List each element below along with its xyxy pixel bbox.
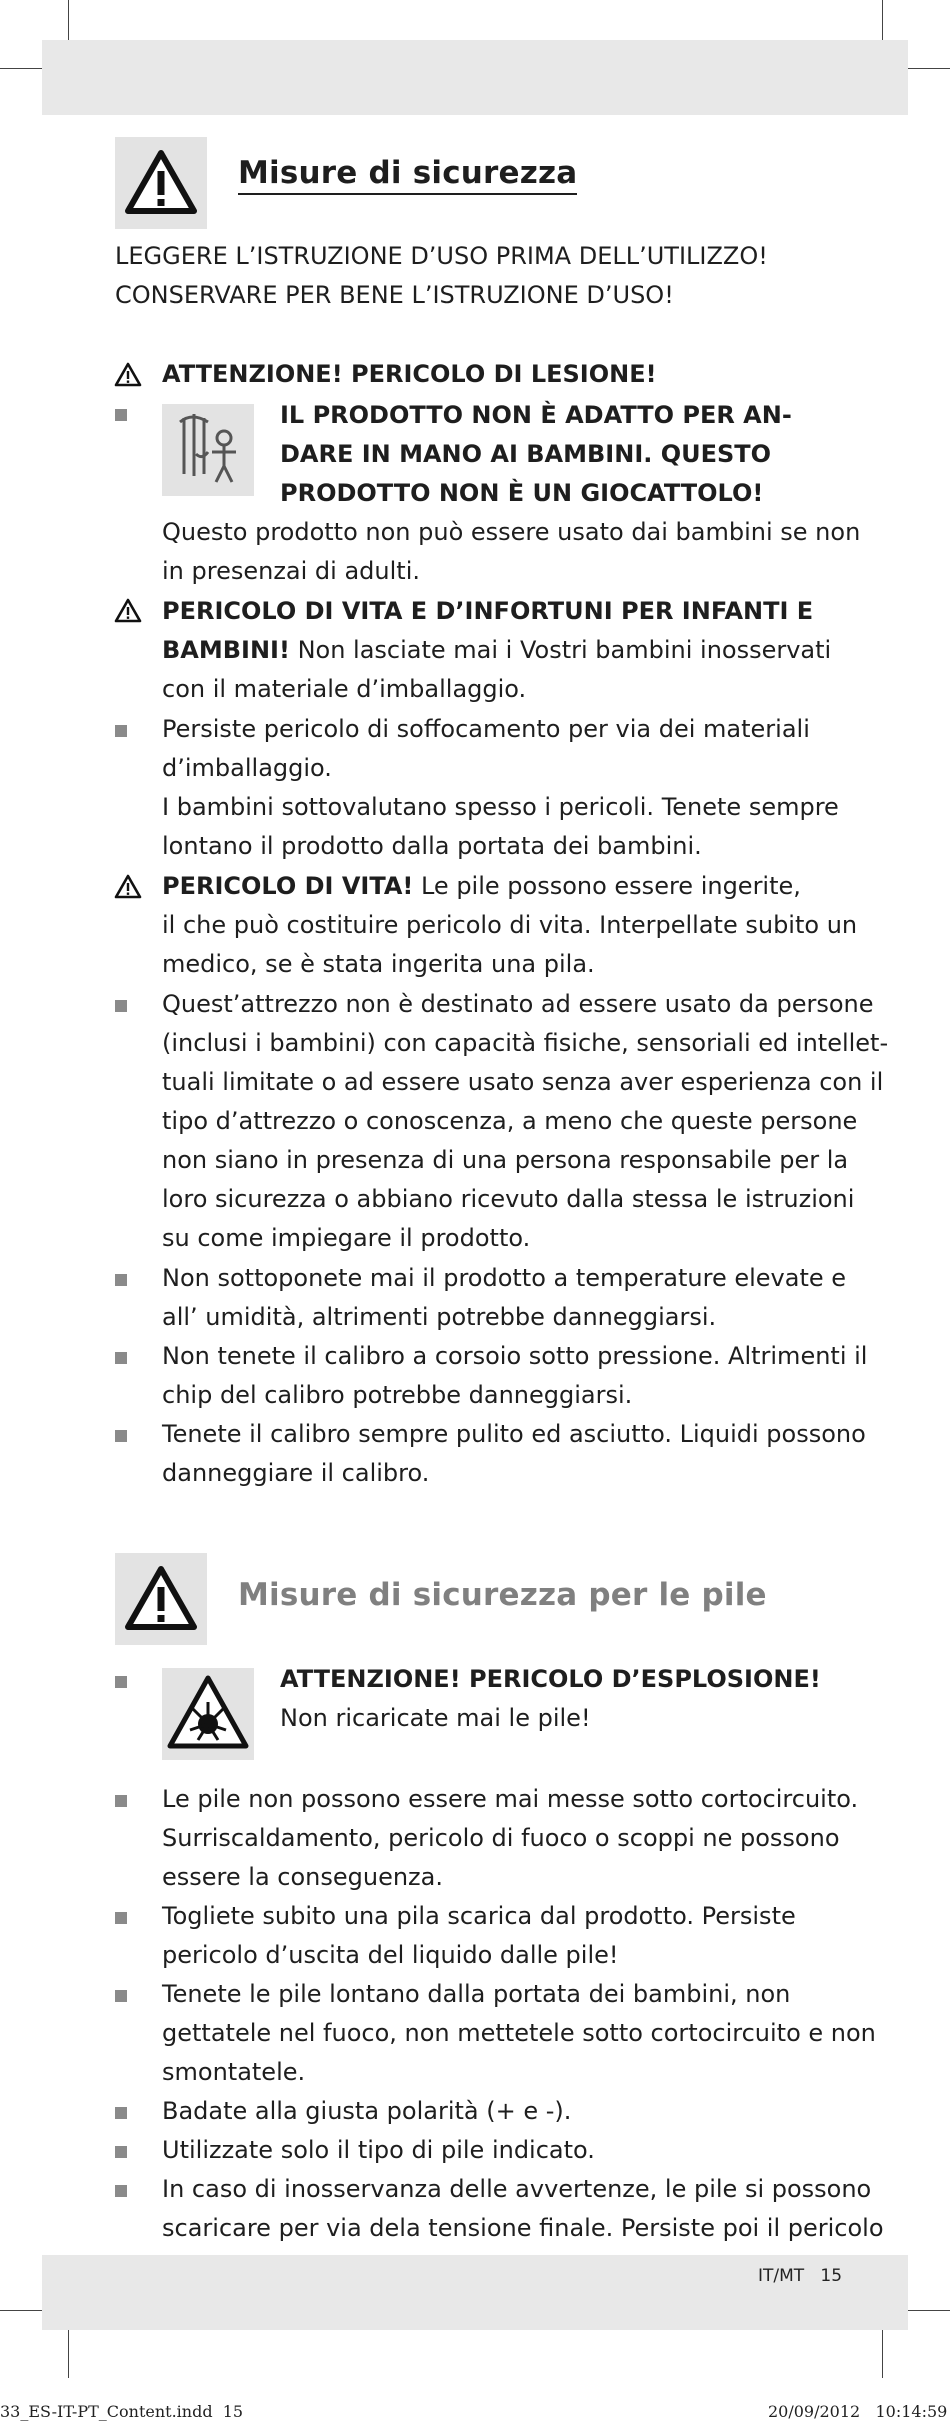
body-line: Togliete subito una pila scarica dal prodotto. Persiste xyxy=(162,1902,796,1930)
danger-children-heading: PERICOLO DI VITA E D’INFORTUNI PER INFANTI E xyxy=(162,597,814,625)
danger-children-line xyxy=(162,631,831,670)
warning-triangle-icon xyxy=(114,362,142,387)
section-title-safety: Misure di sicurezza xyxy=(238,155,577,195)
body-line: Non tenete il calibro a corsoio sotto pressione. Altrimenti il xyxy=(162,1342,868,1370)
page-label: IT/MT xyxy=(758,2266,805,2286)
body-line: I bambini sottovalutano spesso i pericoli. Tenete sempre xyxy=(162,793,839,821)
bullet-marker xyxy=(115,2185,127,2197)
danger-children-bold: BAMBINI! xyxy=(162,636,290,664)
child-hazard-icon-box xyxy=(162,404,254,496)
body-line: Non sottoponete mai il prodotto a temperature elevate e xyxy=(162,1264,847,1292)
crop-mark xyxy=(68,2330,69,2378)
not-toy-heading: DARE IN MANO AI BAMBINI. QUESTO xyxy=(280,440,772,468)
intro-line: LEGGERE L’ISTRUZIONE D’USO PRIMA DELL’UTILIZZO! xyxy=(115,242,768,270)
bullet-marker xyxy=(115,1795,127,1807)
body-line: Badate alla giusta polarità (+ e -). xyxy=(162,2097,572,2125)
slug-filename: 33_ES-IT-PT_Content.indd xyxy=(0,2402,213,2421)
body-line: tuali limitate o ad essere usato senza aver esperienza con il xyxy=(162,1068,884,1096)
body-line: lontano il prodotto dalla portata dei bambini. xyxy=(162,832,702,860)
danger-life-rest: Le pile possono essere ingerite, xyxy=(413,872,801,900)
slug-date: 20/09/2012 xyxy=(768,2402,861,2421)
warning-triangle-icon xyxy=(114,598,142,623)
bullet-marker xyxy=(115,1912,127,1924)
bullet-marker xyxy=(115,1352,127,1364)
explosion-body: Non ricaricate mai le pile! xyxy=(280,1704,591,1732)
body-line: tipo d’attrezzo o conoscenza, a meno che queste persone xyxy=(162,1107,858,1135)
section-title-batteries: Misure di sicurezza per le pile xyxy=(238,1577,767,1613)
section-icon-box xyxy=(115,1553,207,1645)
explosion-hazard-icon-box xyxy=(162,1668,254,1760)
page-number: 15 xyxy=(820,2266,843,2286)
bullet-marker xyxy=(115,409,127,421)
bullet-marker xyxy=(115,1274,127,1286)
slug-page: 15 xyxy=(222,2402,244,2421)
body-line: loro sicurezza o abbiano ricevuto dalla stessa le istruzioni xyxy=(162,1185,855,1213)
body-line: Tenete le pile lontano dalla portata dei bambini, non xyxy=(162,1980,791,2008)
explosion-hazard-icon xyxy=(162,1668,254,1760)
danger-life-line xyxy=(162,867,801,906)
body-line: Utilizzate solo il tipo di pile indicato. xyxy=(162,2136,595,2164)
crop-mark xyxy=(0,2310,42,2311)
body-line: medico, se è stata ingerita una pila. xyxy=(162,950,595,978)
body-line: Questo prodotto non può essere usato dai bambini se non xyxy=(162,518,861,546)
bullet-marker xyxy=(115,2107,127,2119)
explosion-heading: ATTENZIONE! PERICOLO D’ESPLOSIONE! xyxy=(280,1665,821,1693)
body-line: Persiste pericolo di soffocamento per via dei materiali xyxy=(162,715,810,743)
body-line: (inclusi i bambini) con capacità fisiche, sensoriali ed intellet- xyxy=(162,1029,889,1057)
slug-time: 10:14:59 xyxy=(875,2402,948,2421)
body-line: In caso di inosservanza delle avvertenze, le pile si possono xyxy=(162,2175,872,2203)
body-line: in presenzai di adulti. xyxy=(162,557,420,585)
warning-injury-heading: ATTENZIONE! PERICOLO DI LESIONE! xyxy=(162,360,657,388)
header-band xyxy=(42,40,908,115)
body-line: chip del calibro potrebbe danneggiarsi. xyxy=(162,1381,633,1409)
warning-triangle-icon xyxy=(114,874,142,899)
body-line: danneggiare il calibro. xyxy=(162,1459,430,1487)
page-number-footer xyxy=(758,2266,842,2286)
crop-mark xyxy=(908,68,950,69)
warning-triangle-icon xyxy=(125,1565,197,1631)
body-line: non siano in presenza di una persona responsabile per la xyxy=(162,1146,849,1174)
bullet-marker xyxy=(115,1000,127,1012)
body-line: gettatele nel fuoco, non mettetele sotto cortocircuito e non xyxy=(162,2019,876,2047)
not-toy-heading: PRODOTTO NON È UN GIOCATTOLO! xyxy=(280,479,764,507)
print-slug-date xyxy=(768,2402,947,2421)
body-line: Le pile non possono essere mai messe sotto cortocircuito. xyxy=(162,1785,859,1813)
body-line: d’imballaggio. xyxy=(162,754,332,782)
not-toy-heading: IL PRODOTTO NON È ADATTO PER AN- xyxy=(280,401,792,429)
child-hazard-icon xyxy=(162,404,254,496)
body-line: con il materiale d’imballaggio. xyxy=(162,675,527,703)
bullet-marker xyxy=(115,1430,127,1442)
body-line: all’ umidità, altrimenti potrebbe danneggiarsi. xyxy=(162,1303,717,1331)
bullet-marker xyxy=(115,2146,127,2158)
crop-mark xyxy=(908,2310,950,2311)
body-line: essere la conseguenza. xyxy=(162,1863,443,1891)
danger-children-rest: Non lasciate mai i Vostri bambini inosservati xyxy=(289,636,832,664)
body-line: su come impiegare il prodotto. xyxy=(162,1224,531,1252)
crop-mark xyxy=(0,68,42,69)
body-line: Quest’attrezzo non è destinato ad essere usato da persone xyxy=(162,990,874,1018)
body-line: il che può costituire pericolo di vita. Interpellate subito un xyxy=(162,911,858,939)
bullet-marker xyxy=(115,1676,127,1688)
intro-line: CONSERVARE PER BENE L’ISTRUZIONE D’USO! xyxy=(115,281,674,309)
body-line: smontatele. xyxy=(162,2058,306,2086)
bullet-marker xyxy=(115,1990,127,2002)
crop-mark xyxy=(882,2330,883,2378)
bullet-marker xyxy=(115,725,127,737)
print-slug-file xyxy=(0,2402,243,2421)
warning-triangle-icon xyxy=(125,149,197,215)
danger-life-bold: PERICOLO DI VITA! xyxy=(162,872,414,900)
body-line: scaricare per via dela tensione finale. Persiste poi il pericolo xyxy=(162,2214,884,2242)
body-line: pericolo d’uscita del liquido dalle pile! xyxy=(162,1941,619,1969)
section-icon-box xyxy=(115,137,207,229)
body-line: Surriscaldamento, pericolo di fuoco o scoppi ne possono xyxy=(162,1824,840,1852)
body-line: Tenete il calibro sempre pulito ed asciutto. Liquidi possono xyxy=(162,1420,866,1448)
